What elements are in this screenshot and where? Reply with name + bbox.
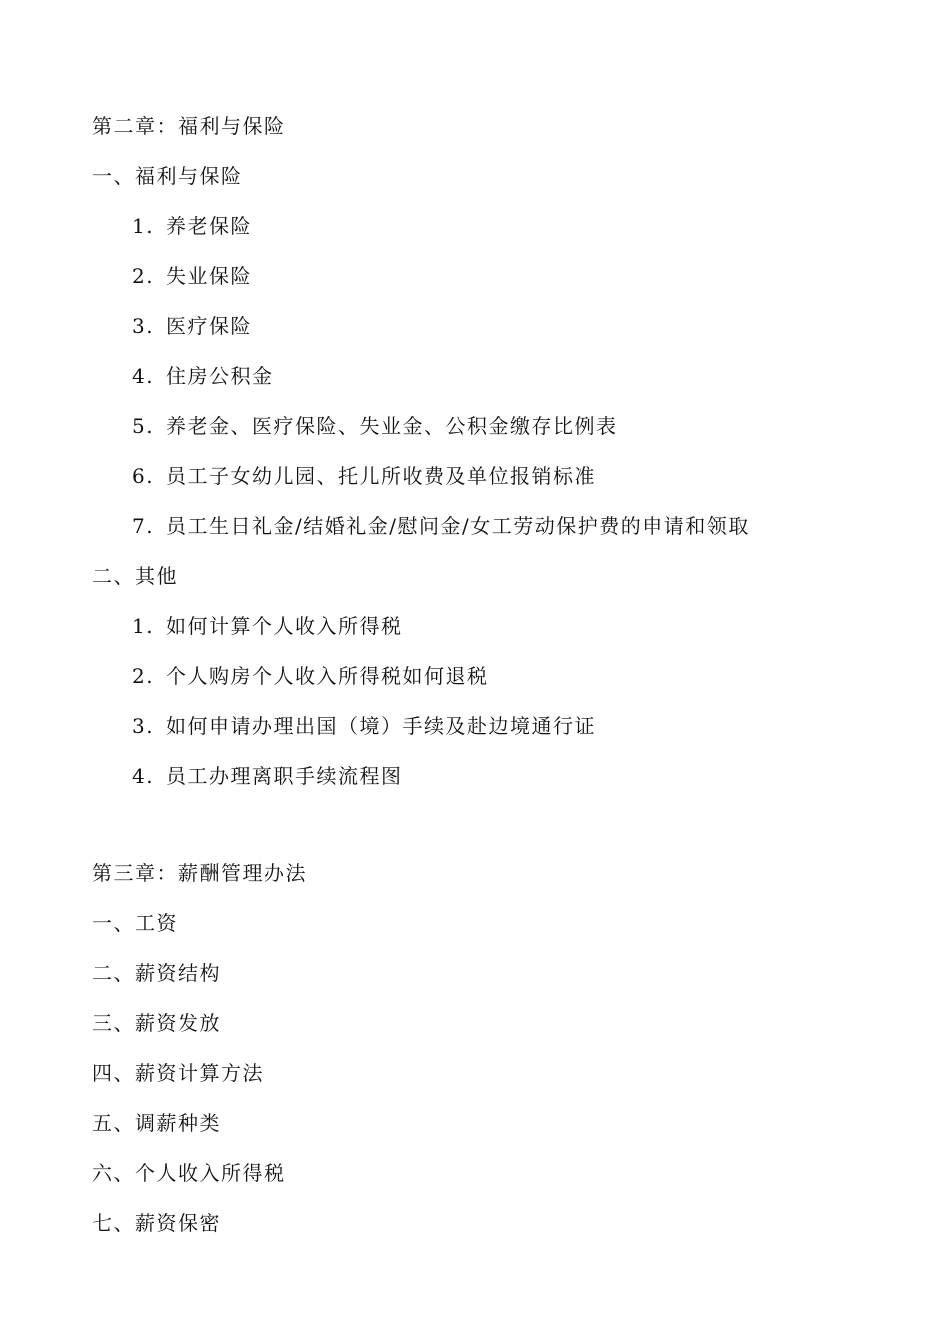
list-item [132, 313, 252, 339]
chapter3-title: 第三章：薪酬管理办法 [92, 861, 307, 885]
list-item-number: 7. [132, 514, 155, 538]
chapter3-section: 三、薪资发放 [92, 1011, 221, 1035]
list-item-text: 如何计算个人收入所得税 [166, 614, 403, 638]
list-item [132, 613, 403, 639]
list-item [132, 363, 274, 389]
list-item-number: 2. [132, 664, 155, 688]
list-item-text: 员工办理离职手续流程图 [166, 764, 403, 788]
list-item [132, 463, 596, 489]
list-item-text: 养老金、医疗保险、失业金、公积金缴存比例表 [166, 414, 618, 438]
list-item [132, 513, 750, 539]
list-item-text: 员工生日礼金/结婚礼金/慰问金/女工劳动保护费的申请和领取 [166, 514, 750, 538]
list-item-number: 3. [132, 714, 155, 738]
list-item [132, 713, 596, 739]
chapter3-section: 四、薪资计算方法 [92, 1061, 264, 1085]
list-item-number: 1. [132, 214, 155, 238]
list-item-text: 员工子女幼儿园、托儿所收费及单位报销标准 [166, 464, 596, 488]
list-item-text: 住房公积金 [166, 364, 274, 388]
list-item [132, 413, 618, 439]
list-item-number: 6. [132, 464, 155, 488]
list-item [132, 263, 252, 289]
list-item-text: 个人购房个人收入所得税如何退税 [166, 664, 489, 688]
list-item-number: 1. [132, 614, 155, 638]
chapter2-section1-title: 一、福利与保险 [92, 164, 243, 188]
list-item [132, 763, 403, 789]
list-item-number: 4. [132, 764, 155, 788]
list-item-number: 4. [132, 364, 155, 388]
chapter2-section2-title: 二、其他 [92, 564, 178, 588]
list-item-number: 3. [132, 314, 155, 338]
chapter3-section: 七、薪资保密 [92, 1211, 221, 1235]
list-item-number: 5. [132, 414, 155, 438]
chapter3-section: 一、工资 [92, 911, 178, 935]
list-item-number: 2. [132, 264, 155, 288]
list-item-text: 医疗保险 [166, 314, 252, 338]
list-item-text: 如何申请办理出国（境）手续及赴边境通行证 [166, 714, 596, 738]
chapter3-section: 六、个人收入所得税 [92, 1161, 286, 1185]
chapter3-section: 二、薪资结构 [92, 961, 221, 985]
chapter2-title: 第二章：福利与保险 [92, 114, 286, 138]
list-item-text: 养老保险 [166, 214, 252, 238]
list-item [132, 213, 252, 239]
list-item-text: 失业保险 [166, 264, 252, 288]
chapter3-section: 五、调薪种类 [92, 1111, 221, 1135]
list-item [132, 663, 489, 689]
